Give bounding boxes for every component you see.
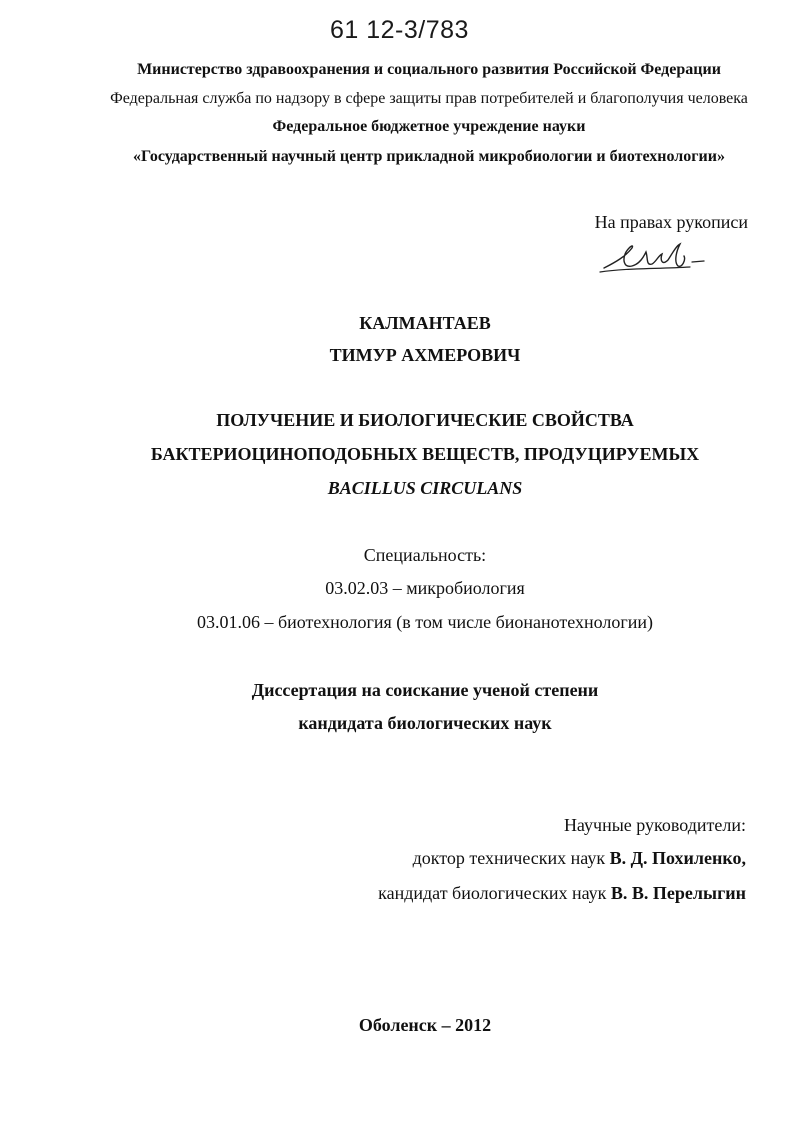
- supervisor-name: В. Д. Похиленко,: [609, 848, 746, 868]
- degree-line-1: Диссертация на соискание ученой степени: [251, 680, 599, 700]
- supervisor-entry: [378, 883, 746, 904]
- manuscript-rights-note: На правах рукописи: [594, 212, 748, 232]
- service-line: Федеральная служба по надзору в сфере защиты прав потребителей и благополучия человека: [110, 90, 748, 107]
- thesis-title-line-1: ПОЛУЧЕНИЕ И БИОЛОГИЧЕСКИЕ СВОЙСТВА: [216, 410, 634, 430]
- institution-type-line: Федеральное бюджетное учреждение науки: [272, 118, 586, 135]
- archive-stamp-number: 61 12-3/783: [330, 16, 469, 44]
- supervisor-entry: [413, 848, 746, 869]
- author-signature: [596, 238, 708, 283]
- supervisor-degree: доктор технических наук: [412, 848, 606, 868]
- specialty-item: 03.02.03 – микробиология: [325, 578, 525, 598]
- supervisors-label: Научные руководители:: [563, 815, 746, 835]
- specialty-label: Специальность:: [363, 545, 487, 565]
- specialty-item: 03.01.06 – биотехнология (в том числе бионанотехнологии): [196, 612, 654, 632]
- supervisor-name: В. В. Перелыгин: [610, 883, 746, 903]
- institution-name-line: «Государственный научный центр прикладной микробиологии и биотехнологии»: [133, 148, 725, 165]
- author-given-names: ТИМУР АХМЕРОВИЧ: [329, 345, 521, 365]
- thesis-title-organism: BACILLUS CIRCULANS: [327, 478, 523, 498]
- author-surname: КАЛМАНТАЕВ: [359, 313, 491, 333]
- degree-line-2: кандидата биологических наук: [298, 713, 552, 733]
- ministry-line: Министерство здравоохранения и социального развития Российской Федерации: [137, 61, 721, 78]
- supervisor-degree: кандидат биологических наук: [378, 883, 607, 903]
- thesis-title-line-2: БАКТЕРИОЦИНОПОДОБНЫХ ВЕЩЕСТВ, ПРОДУЦИРУЕМЫХ: [150, 444, 700, 464]
- place-and-year: Оболенск – 2012: [358, 1015, 492, 1035]
